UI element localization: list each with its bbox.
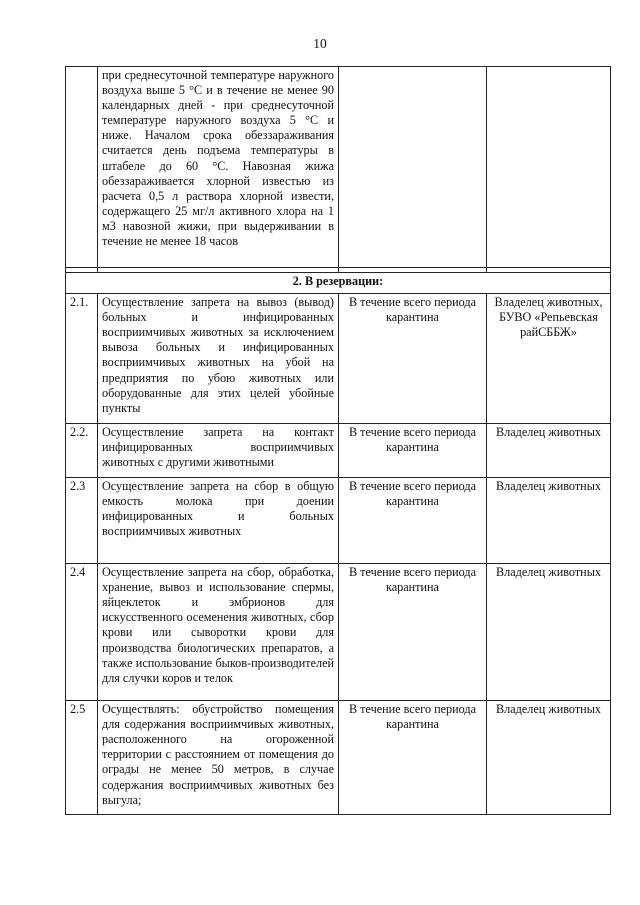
row-responsible (487, 67, 611, 268)
row-action: Осуществление запрета на сбор в общую емкость молока при доении инфицированных и больных восприимчивых животных (98, 478, 339, 564)
row-action: Осуществление запрета на вывоз (вывод) больных и инфицированных восприимчивых животных за исключением вывоза больных и инфицированных восприимчивых животных на убой на предприятия по убою животных или оборудованные для этих целей убойные пункты (98, 294, 339, 424)
row-term: В течение всего периода карантина (339, 701, 487, 815)
row-action: Осуществлять: обустройство помещения для содержания восприимчивых животных, расположенного на огороженной территории с расстоянием от помещения до ограды не менее 50 метров, в случае содержания восприимчивых животных без выгула; (98, 701, 339, 815)
row-action: при среднесуточной температуре наружного воздуха выше 5 °С и в течение не менее 90 календарных дней - при среднесуточной температуре наружного воздуха 5 °С и ниже. Началом срока обеззараживания считается день подъема температуры в штабеле до 60 °С. Навозная жижа обеззараживается хлорной известью из расчета 0,5 л раствора хлорной извести, содержащего 25 мг/л активного хлора на 1 м3 навозной жижи, при выдерживании в течение не менее 18 часов (98, 67, 339, 268)
row-number: 2.2. (66, 424, 98, 478)
row-action: Осуществление запрета на контакт инфицированных восприимчивых животных с другими животными (98, 424, 339, 478)
row-action: Осуществление запрета на сбор, обработка, хранение, вывоз и использование спермы, яйцеклеток и эмбрионов для искусственного осеменения животных, сбор крови или сыворотки крови для производства биологических препаратов, а также использование быков-производителей для случки коров и телок (98, 564, 339, 701)
row-responsible: Владелец животных, БУВО «Репьевская райСББЖ» (487, 294, 611, 424)
row-term (339, 67, 487, 268)
page-number: 10 (313, 36, 327, 51)
row-responsible: Владелец животных (487, 478, 611, 564)
row-responsible: Владелец животных (487, 564, 611, 701)
section-row (66, 273, 611, 294)
row-number: 2.3 (66, 478, 98, 564)
row-term: В течение всего периода карантина (339, 478, 487, 564)
table-row (66, 294, 611, 424)
row-responsible: Владелец животных (487, 424, 611, 478)
row-number: 2.5 (66, 701, 98, 815)
row-term: В течение всего периода карантина (339, 564, 487, 701)
table-row (66, 424, 611, 478)
section-title: 2. В резервации: (66, 273, 611, 294)
row-term: В течение всего периода карантина (339, 424, 487, 478)
row-number (66, 67, 98, 268)
row-responsible: Владелец животных (487, 701, 611, 815)
quarantine-measures-table (65, 66, 611, 815)
table-row-continued (66, 67, 611, 268)
row-number: 2.4 (66, 564, 98, 701)
table-row (66, 478, 611, 564)
table-row (66, 564, 611, 701)
row-number: 2.1. (66, 294, 98, 424)
row-term: В течение всего периода карантина (339, 294, 487, 424)
table-row (66, 701, 611, 815)
